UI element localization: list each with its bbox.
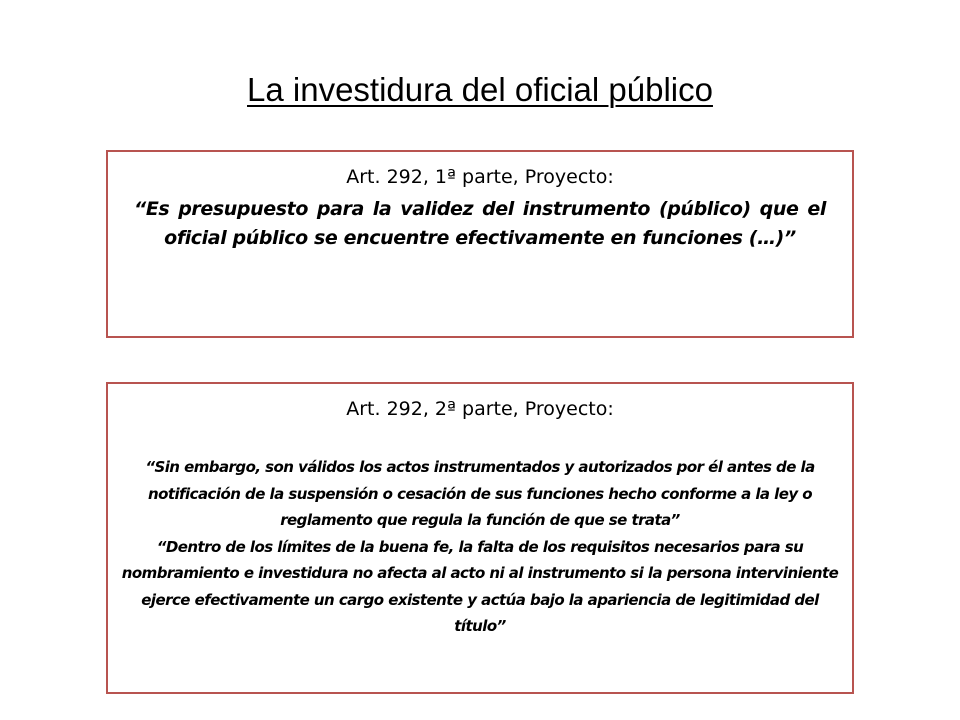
slide-title: La investidura del oficial público xyxy=(247,71,713,108)
article-292-part-1-heading: Art. 292, 1ª parte, Proyecto: xyxy=(346,166,614,188)
article-292-part-2-quote-good-faith: “Dentro de los límites de la buena fe, la falta de los requisitos necesarios para su nombramiento e investidura no afecta al acto ni al instrumento si la persona interviniente ejerce efectivamente un cargo existente y actúa bajo la apariencia de legitimidad del título” xyxy=(121,537,839,635)
article-292-part-1-quote: “Es presupuesto para la validez del instrumento (público) que el oficial público se encuentre efectivamente en funciones (…)” xyxy=(134,198,826,249)
article-292-part-2-quote-validity: “Sin embargo, son válidos los actos instrumentados y autorizados por él antes de la notificación de la suspensión o cesación de sus funciones hecho conforme a la ley o reglamento que regula la función de que se trata” xyxy=(145,458,815,529)
article-292-part-2-quotes xyxy=(118,454,842,640)
article-292-part-2-heading: Art. 292, 2ª parte, Proyecto: xyxy=(346,398,614,420)
article-292-part-1-box xyxy=(106,150,854,338)
article-292-part-2-box xyxy=(106,382,854,694)
